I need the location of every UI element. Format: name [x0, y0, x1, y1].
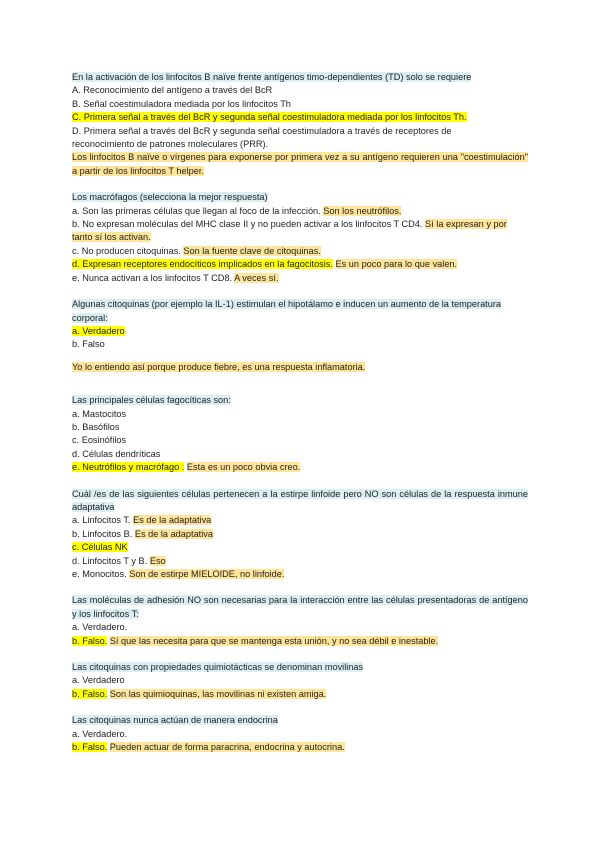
question-stem: Las principales células fagocíticas son:: [72, 395, 231, 406]
option-e-note: Esta es un poco obvia creo.: [186, 462, 301, 473]
option-c: c. Eosinófilos: [72, 435, 127, 446]
option-e: e. Monocitos.: [72, 569, 127, 579]
option-b: b. Basófilos: [72, 421, 120, 432]
option-b-note: Sí la expresan y por tanto sí los activan.: [72, 219, 507, 243]
question-1: [72, 71, 528, 178]
option-d: d. Linfocitos T y B.: [72, 555, 148, 566]
question-stem: Algunas citoquinas (por ejemplo la IL-1) estimulan el hipotálamo e inducen un aumento de la temperatura corporal:: [72, 299, 502, 323]
option-b-note: Pueden actuar de forma paracrina, endocrina y autocrina.: [109, 742, 345, 753]
question-8: [72, 714, 528, 754]
correct-option-b: b. Falso.: [72, 742, 108, 753]
option-a: a. Mastocitos: [72, 408, 127, 419]
option-a-note: Son los neutrófilos.: [323, 205, 402, 216]
document-content: [72, 71, 528, 767]
question-stem: Las citoquinas nunca actúan de manera endocrina: [72, 715, 278, 726]
option-b-note: Sí que las necesita para que se mantenga esta unión, y no sea débil e inestable.: [109, 635, 439, 646]
option-a: a. Linfocitos T.: [72, 515, 131, 526]
option-a: a. Verdadero.: [72, 728, 128, 739]
option-b: b. Linfocitos B.: [72, 528, 133, 539]
question-2: [72, 191, 528, 285]
question-stem: Cuál /es de las siguientes células pertenecen a la estirpe linfoide pero NO son células de la respuesta inmune adaptativa: [72, 488, 528, 512]
correct-option-e: e. Neutrófilos y macrófago .: [72, 462, 185, 473]
option-a: A. Reconocimiento del antígeno a través del BcR: [72, 85, 273, 96]
correct-option-b: b. Falso.: [72, 688, 108, 699]
option-d-note: Eso: [149, 555, 166, 566]
correct-option-c: C. Primera señal a través del BcR y segunda señal coestimuladora mediada por los linfocitos Th.: [72, 112, 467, 123]
option-d: d. Células dendríticas: [72, 448, 161, 459]
option-b: b. Falso: [72, 339, 105, 350]
option-e: e. Nunca activan a los linfocitos T CD8.: [72, 272, 233, 283]
option-b: b. No expresan moléculas del MHC clase II y no pueden activar a los linfocitos T CD4.: [72, 219, 423, 230]
option-d-line1: D. Primera señal a través del BcR y segunda señal coestimuladora a través de receptores de: [72, 125, 452, 136]
correct-option-c: c. Células NK: [72, 542, 128, 553]
option-c-note: Son la fuente clave de citoquinas.: [183, 245, 321, 256]
option-a: a. Son las primeras células que llegan al foco de la infección.: [72, 205, 321, 216]
question-7: [72, 661, 528, 701]
option-d-line2: reconocimiento de patrones moleculares (PRR).: [72, 139, 269, 150]
question-4: [72, 394, 528, 474]
correct-option-b: b. Falso.: [72, 635, 108, 646]
option-a: a. Verdadero.: [72, 622, 128, 633]
option-e-note: Son de estirpe MIELOIDE, no linfoide.: [129, 569, 285, 579]
correct-option-d: d. Expresan receptores endocíticos implicados en la fagocitosis.: [72, 259, 333, 270]
option-a: a. Verdadero: [72, 675, 125, 686]
option-b: B. Señal coestimuladora mediada por los linfocitos Th: [72, 98, 291, 109]
question-6: [72, 594, 528, 648]
question-3: [72, 298, 528, 374]
question-stem: Las citoquinas con propiedades quimiotácticas se denominan movilinas: [72, 662, 364, 673]
question-stem: Las moléculas de adhesión NO son necesarias para la interacción entre las células presentadoras de antígeno y los linfocitos T:: [72, 595, 528, 619]
question-stem: En la activación de los linfocitos B naïve frente antígenos timo-dependientes (TD) solo se requiere: [72, 72, 472, 82]
question-stem: Los macrófagos (selecciona la mejor respuesta): [72, 192, 268, 203]
option-e-note: A veces sí.: [234, 272, 279, 283]
option-b-note: Es de la adaptativa: [134, 528, 213, 539]
option-b-note: Son las quimioquinas, las movilinas ni existen amiga.: [109, 688, 327, 699]
option-c: c. No producen citoquinas.: [72, 245, 181, 256]
correct-option-a: a. Verdadero: [72, 325, 125, 336]
explanation-note: Los linfocitos B naïve o vírgenes para exponerse por primera vez a su antígeno requieren una "coestimulación" a partir de los linfocitos T helper.: [72, 152, 528, 176]
question-5: [72, 488, 528, 582]
option-d-note: Es un poco para lo que valen.: [335, 259, 458, 270]
explanation-note: Yo lo entiendo así porque produce fiebre, es una respuesta inflamatoria.: [72, 361, 366, 372]
option-a-note: Es de la adaptativa: [133, 515, 212, 526]
